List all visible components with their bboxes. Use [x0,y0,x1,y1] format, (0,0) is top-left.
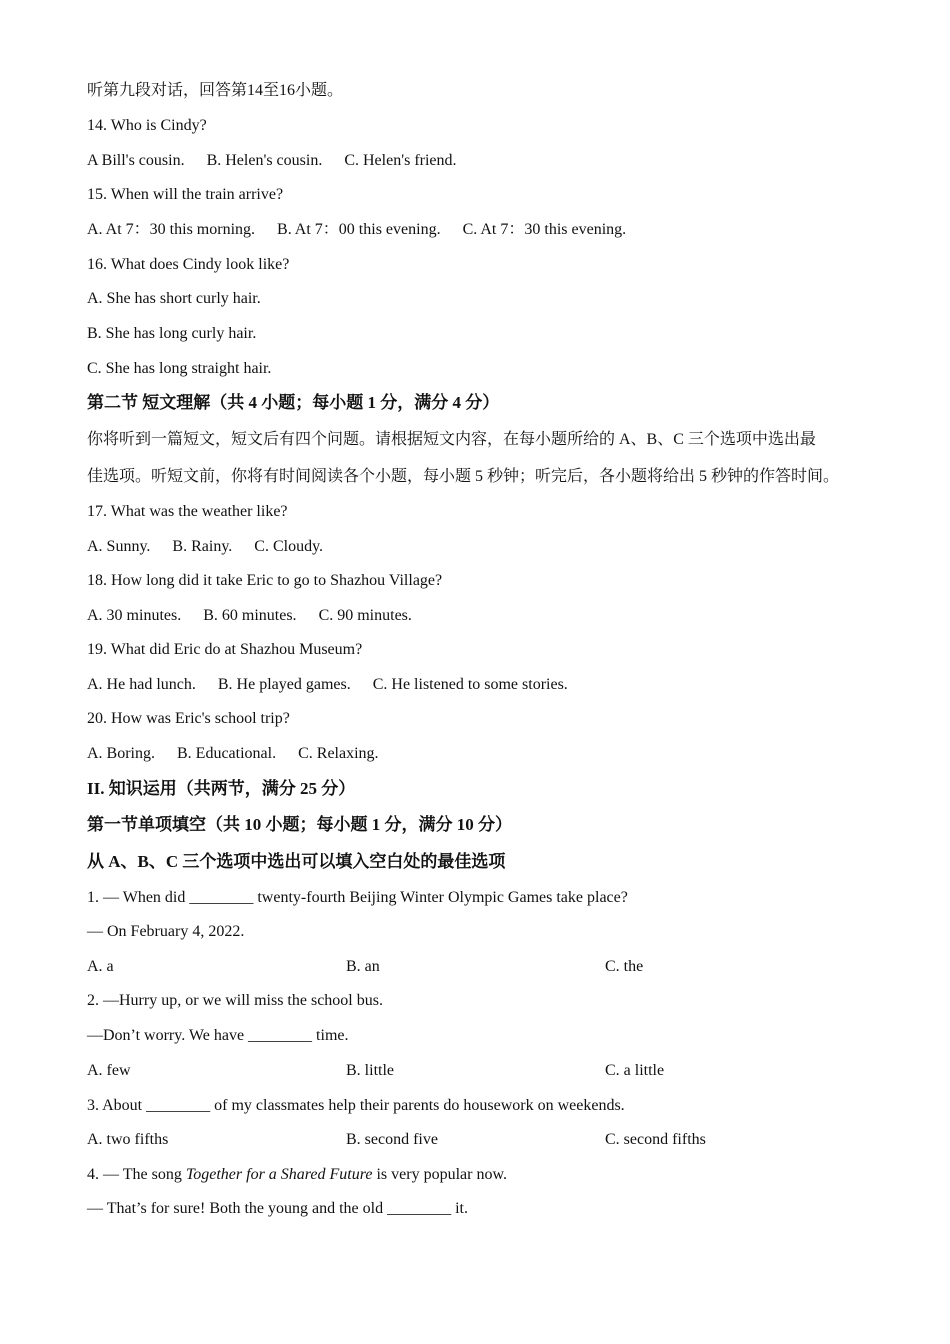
knowledge-q2-option-c: C. a little [605,1062,665,1079]
section2-instruction-2: 佳选项。听短文前，你将有时间阅读各个小题，每小题 5 秒钟；听完后，各小题将给出 5 秒钟的作答时间。 [87,468,840,485]
question-15-options [87,220,648,240]
option-b: B. 60 minutes. [203,607,297,624]
knowledge-q1-option-a: A. a [87,958,114,975]
option-b: B. Helen's cousin. [206,152,323,169]
option-c: C. Relaxing. [298,745,379,762]
option-b: B. He played games. [217,676,351,693]
question-17-options [87,537,345,557]
option-a: A. He had lunch. [87,676,196,693]
option-c: C. At 7：30 this evening. [462,221,627,238]
question-17: 17. What was the weather like? [87,503,288,520]
knowledge-q2-option-a: A. few [87,1062,131,1079]
section2-instruction-1: 你将听到一篇短文，短文后有四个问题。请根据短文内容，在每小题所给的 A、B、C 三个选项中选出最 [87,431,816,448]
knowledge-q1-line1: 1. — When did ________ twenty-fourth Beijing Winter Olympic Games take place? [87,889,628,906]
knowledge-q1-option-c: C. the [605,958,644,975]
knowledge-q3-option-b: B. second five [346,1131,438,1148]
option-a: A. 30 minutes. [87,607,182,624]
knowledge-q3-line1: 3. About ________ of my classmates help their parents do housework on weekends. [87,1097,625,1114]
question-14: 14. Who is Cindy? [87,117,207,134]
option-a: A. Boring. [87,745,155,762]
question-16-option-c: C. She has long straight hair. [87,360,272,377]
knowledge-q3-option-a: A. two fifths [87,1131,169,1148]
question-19-options [87,675,590,695]
knowledge-q4-line1 [87,1165,507,1185]
option-a: A. Sunny. [87,538,151,555]
option-b: B. At 7：00 this evening. [277,221,441,238]
knowledge-q4-line2: — That’s for sure! Both the young and the old ________ it. [87,1200,468,1217]
option-c: C. He listened to some stories. [372,676,568,693]
question-16: 16. What does Cindy look like? [87,256,290,273]
option-c: C. Helen's friend. [344,152,457,169]
option-c: C. Cloudy. [254,538,324,555]
knowledge-q2-line1: 2. —Hurry up, or we will miss the school bus. [87,992,383,1009]
knowledge-q2-line2: —Don’t worry. We have ________ time. [87,1027,349,1044]
knowledge-q2-option-b: B. little [346,1062,394,1079]
question-16-option-b: B. She has long curly hair. [87,325,257,342]
option-a: A. At 7：30 this morning. [87,221,256,238]
knowledge-q4-suffix: is very popular now. [372,1166,507,1183]
knowledge-q4-prefix: 4. — The song [87,1166,186,1183]
option-b: B. Rainy. [172,538,233,555]
question-14-options [87,151,479,171]
question-20: 20. How was Eric's school trip? [87,710,290,727]
knowledge-q1-option-b: B. an [346,958,380,975]
question-15: 15. When will the train arrive? [87,186,284,203]
question-18: 18. How long did it take Eric to go to Shazhou Village? [87,572,443,589]
question-16-option-a: A. She has short curly hair. [87,290,261,307]
part2-title: II. 知识运用（共两节，满分 25 分） [87,779,356,798]
option-b: B. Educational. [177,745,277,762]
part9-intro: 听第九段对话，回答第14至16小题。 [87,82,344,99]
part2-section1-instruction: 从 A、B、C 三个选项中选出可以填入空白处的最佳选项 [87,852,506,871]
song-title: Together for a Shared Future [185,1166,373,1183]
option-c: C. 90 minutes. [318,607,412,624]
option-a: A Bill's cousin. [87,152,185,169]
section2-title: 第二节 短文理解（共 4 小题；每小题 1 分，满分 4 分） [87,393,500,412]
question-18-options [87,606,434,626]
knowledge-q1-line2: — On February 4, 2022. [87,923,245,940]
part2-section1-title: 第一节单项填空（共 10 小题；每小题 1 分，满分 10 分） [87,815,512,834]
knowledge-q3-option-c: C. second fifths [605,1131,706,1148]
question-19: 19. What did Eric do at Shazhou Museum? [87,641,363,658]
question-20-options [87,744,401,764]
